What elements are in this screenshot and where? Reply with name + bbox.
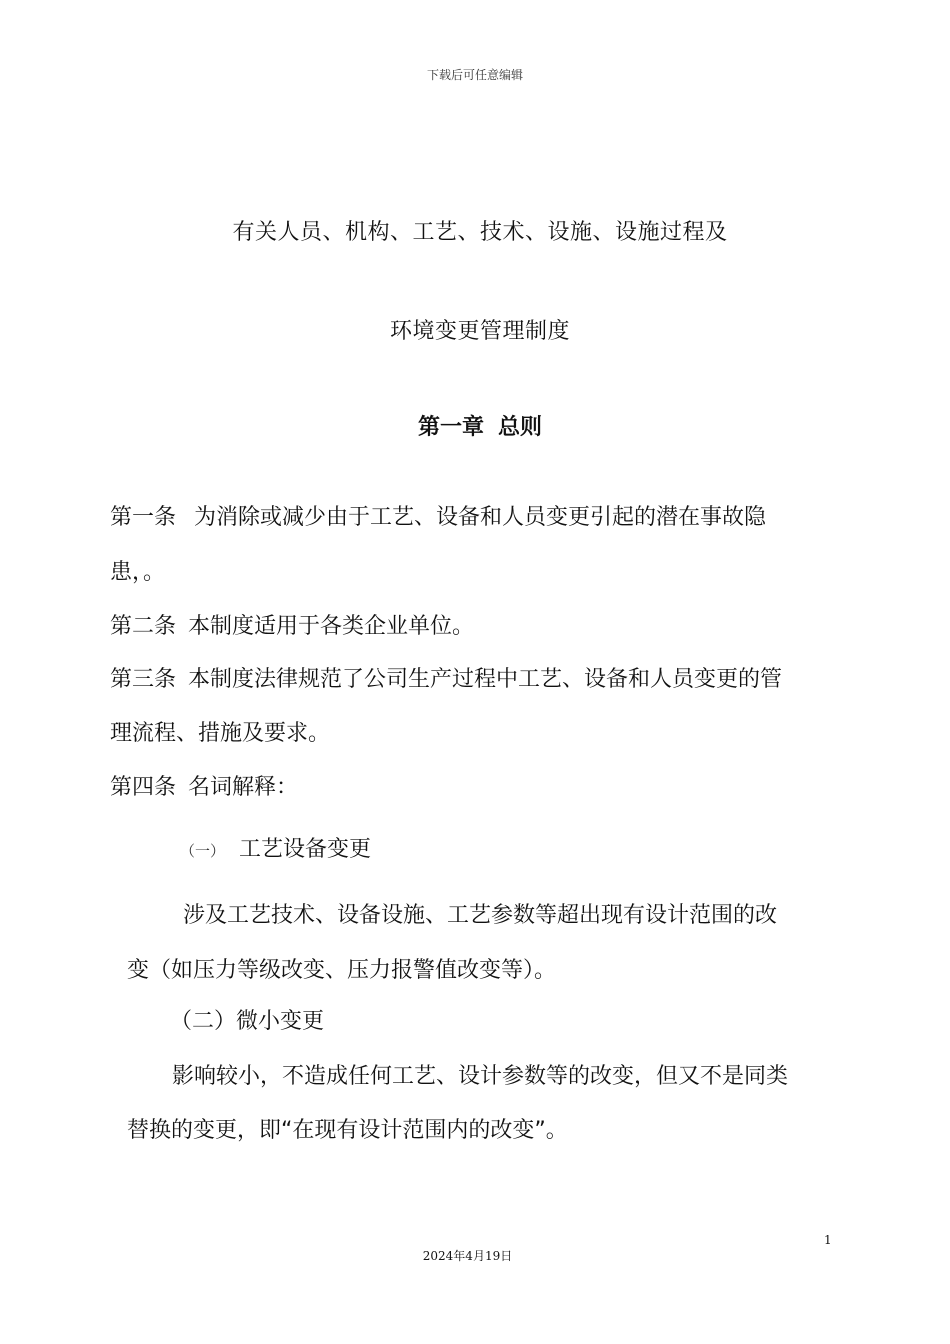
chapter-heading <box>0 410 950 441</box>
footer-date: 2024年4月19日 <box>422 1249 513 1263</box>
definition-1-text-continuation: 变（如压力等级改变、压力报警值改变等）。 <box>127 958 557 983</box>
chapter-name: 总则 <box>498 415 543 440</box>
article-label: 第二条 <box>110 614 177 639</box>
article-2 <box>110 609 474 640</box>
article-3-continuation: 理流程、措施及要求。 <box>110 721 331 746</box>
article-3 <box>110 662 782 693</box>
article-label: 第三条 <box>110 667 177 692</box>
article-label: 第四条 <box>110 775 177 800</box>
header-note: 下载后可任意编辑 <box>426 68 523 82</box>
article-1-continuation: 患，。 <box>110 560 166 585</box>
article-text: 本制度法律规范了公司生产过程中工艺、设备和人员变更的管 <box>188 667 783 692</box>
definition-2-text-continuation: 替换的变更，即“在现有设计范围内的改变”。 <box>127 1118 568 1143</box>
document-title-line-2: 环境变更管理制度 <box>389 319 570 344</box>
definition-1-text: 涉及工艺技术、设备设施、工艺参数等超出现有设计范围的改 <box>183 903 778 928</box>
article-text: 本制度适用于各类企业单位。 <box>188 614 475 639</box>
definition-title: 工艺设备变更 <box>239 837 372 862</box>
article-4 <box>110 770 298 801</box>
definition-marker: （一） <box>180 842 226 860</box>
chapter-number: 第一章 <box>417 415 484 440</box>
definition-1-heading <box>180 832 371 863</box>
definition-2-heading: （二）微小变更 <box>170 1009 325 1034</box>
article-text: 名词解释： <box>188 775 299 800</box>
page-number: 1 <box>824 1233 832 1247</box>
article-text: 为消除或减少由于工艺、设备和人员变更引起的潜在事故隐 <box>194 505 767 530</box>
article-label: 第一条 <box>110 505 177 530</box>
article-1 <box>110 500 766 531</box>
definition-2-text: 影响较小，不造成任何工艺、设计参数等的改变，但又不是同类 <box>172 1064 789 1089</box>
document-title-line-1: 有关人员、机构、工艺、技术、设施、设施过程及 <box>232 220 728 245</box>
